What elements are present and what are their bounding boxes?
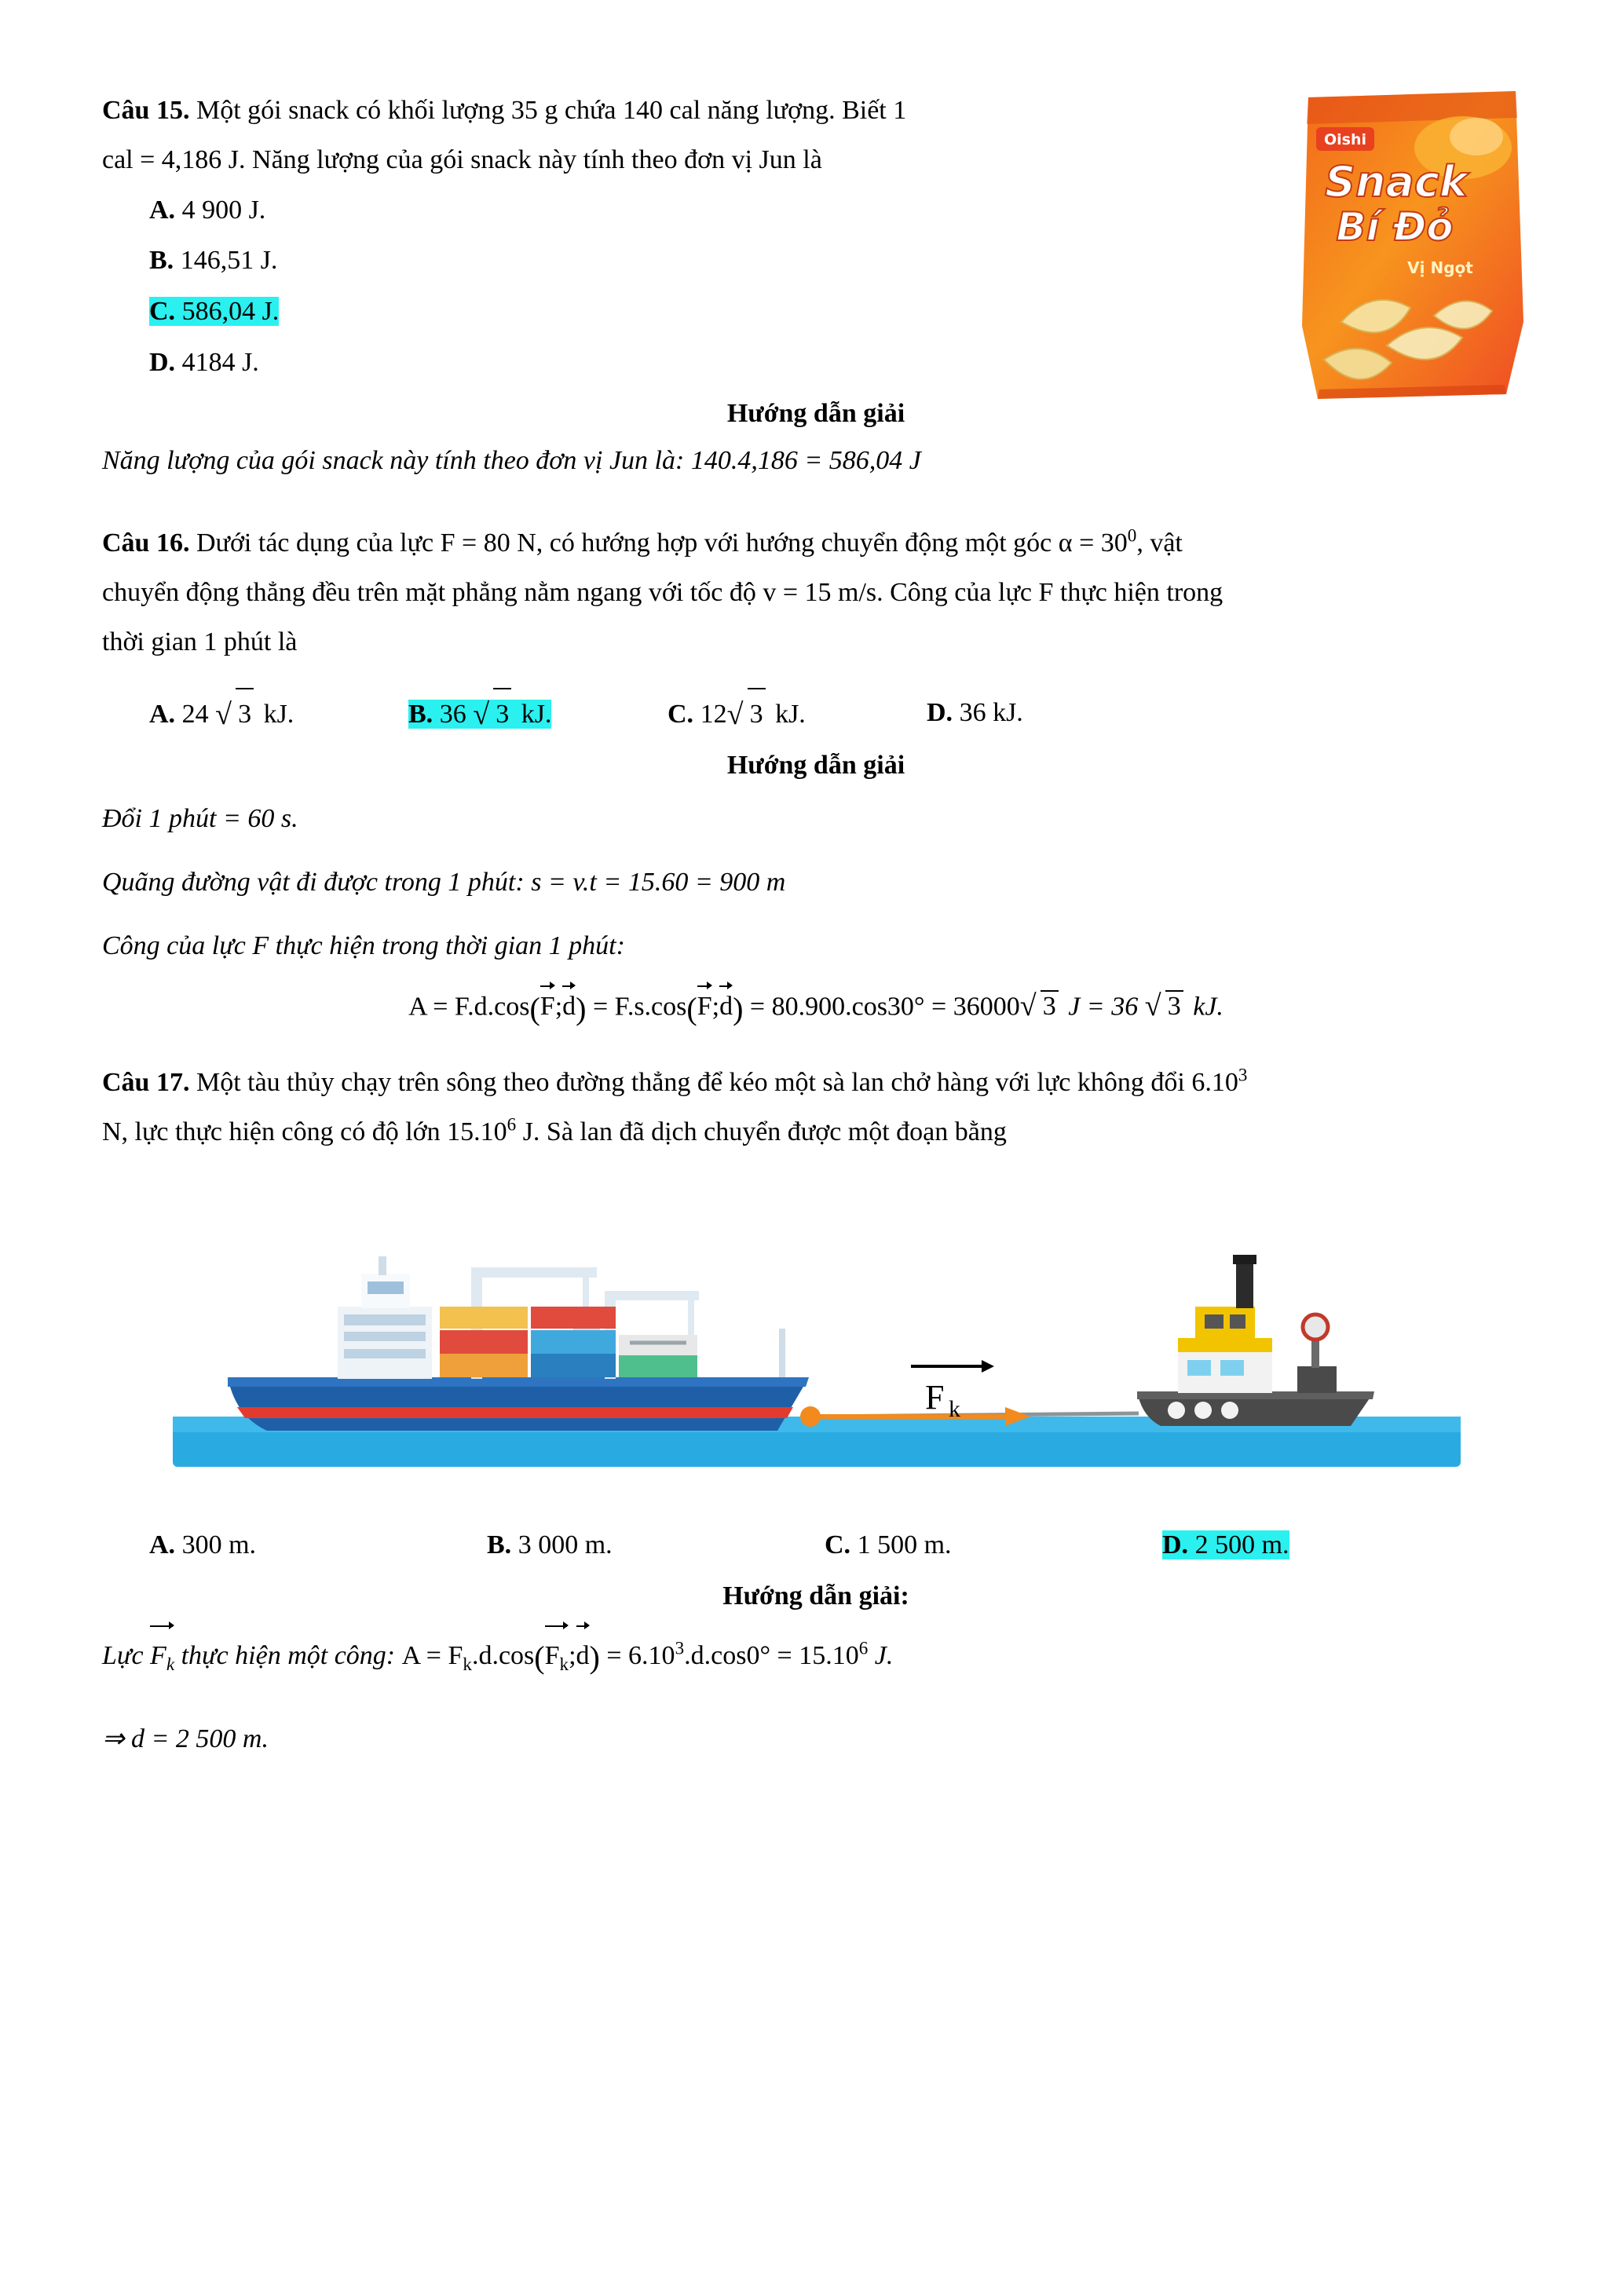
svg-text:Vị Ngọt: Vị Ngọt [1407,258,1473,277]
svg-text:Oishi: Oishi [1323,131,1367,148]
question-16-option-a[interactable]: A. 24 √ 3 kJ. [149,688,408,740]
svg-text:Snack: Snack [1325,157,1468,207]
question-17-guide-heading: Hướng dẫn giải: [722,1581,909,1611]
right-paren: ) [733,990,744,1026]
ship-towing-barge-illustration [102,1181,1530,1511]
sqrt-icon: √ 3 [1020,990,1062,1022]
question-16-solution-line-1: Đổi 1 phút = 60 s. [102,804,298,834]
question-16-stem-line2: chuyển động thẳng đều trên mặt phẳng nằm ngang với tốc độ v = 15 m/s. Công của lực F thực hiện trong [102,577,1223,607]
vector-d: d [719,992,733,1022]
question-15-option-b[interactable]: B. 146,51 J. [149,246,278,276]
question-15-stem-part1: Một gói snack có khối lượng 35 g chứa 140 cal năng lượng. Biết 1 [189,96,907,125]
question-16-block [102,519,1530,1027]
question-16-stem-line3: thời gian 1 phút là [102,627,298,656]
snack-package-image [1294,86,1530,400]
question-15-option-a[interactable]: A. 4 900 J. [149,195,266,225]
question-17-result: ⇒ d = 2 500 m. [102,1724,269,1754]
question-16-option-d[interactable]: D. 36 kJ. [927,697,1023,727]
question-17-block [102,1058,1530,1764]
question-16-label: Câu 16. [102,528,190,558]
svg-text:F: F [925,1377,945,1417]
question-16-options [102,688,1530,740]
question-17-option-c[interactable]: C. 1 500 m. [825,1530,952,1559]
svg-text:Bí Đỏ: Bí Đỏ [1336,204,1454,250]
svg-text:k: k [949,1395,960,1422]
sqrt-icon: √ 3 [1145,990,1187,1022]
question-15-solution: Năng lượng của gói snack này tính theo đơn vị Jun là: 140.4,186 = 586,04 J [102,446,921,476]
vector-d: d [562,992,576,1022]
question-17-solution: Lực $F_k$ thực hiện một công: $A = F_k.d.\cos(F_k;d) = 6.10^3.d.\cos 0^\circ = 15.10^6$ J. [102,1629,1530,1687]
left-paren: ( [686,990,697,1026]
question-17-stem-line1: Câu 17. Một tàu thủy chạy trên sông theo đường thẳng để kéo một sà lan chở hàng với lực không đổi 6.10$^3$ [102,1065,1248,1097]
left-paren: ( [529,990,540,1026]
question-16-option-c[interactable]: C. 12 √ 3 kJ. [668,688,927,740]
sqrt-icon: √ 3 [727,688,769,740]
question-16-solution-line-2: Quãng đường vật đi được trong 1 phút: s = v.t = 15.60 = 900 m [102,868,786,898]
question-17-option-b[interactable]: B. 3 000 m. [487,1530,613,1559]
vector-F: F [697,992,712,1022]
question-17-options [102,1520,1530,1571]
vector-F: F [540,992,555,1022]
left-paren: ( [534,1640,545,1676]
question-15-label: Câu 15. [102,96,190,125]
question-15-stem-line2: cal = 4,186 J. Năng lượng của gói snack này tính theo đơn vị Jun là [102,144,822,174]
right-paren: ) [589,1640,600,1676]
question-16-guide-heading: Hướng dẫn giải [726,751,905,781]
right-paren: ) [576,990,587,1026]
question-15-block [102,86,1530,486]
question-15-guide-heading: Hướng dẫn giải [726,399,905,429]
question-17-stem-line2: N, lực thực hiện công có độ lớn 15.10$^6$ J. Sà lan đã dịch chuyển được một đoạn bằng [102,1114,1007,1146]
vector-d: d [576,1630,590,1681]
question-16-option-b[interactable]: B. 36 √ 3 kJ. [408,688,668,740]
question-17-option-d[interactable]: D. 2 500 m. [1162,1530,1289,1559]
vector-Fk: $F_k$ [545,1630,569,1682]
question-15-option-d[interactable]: D. 4184 J. [149,347,259,377]
question-16-solution-line-3: Công của lực F thực hiện trong thời gian 1 phút: [102,931,625,961]
question-16-stem-line1: Câu 16. Dưới tác dụng của lực F = 80 N, có hướng hợp với hướng chuyển động một góc $\alpha = 30^0$, vật [102,525,1183,558]
question-17-option-a[interactable]: A. 300 m. [149,1530,257,1559]
question-16-formula: A = F.d.cos(F;d) = F.s.cos(F;d) = 80.900.cos30° = 36000 √ 3 J = 36 √ 3 kJ. [102,990,1530,1027]
vector-Fk: $F_k$ [150,1630,174,1682]
sqrt-icon: √ 3 [215,688,257,740]
question-17-label: Câu 17. [102,1067,190,1097]
sqrt-icon: √ 3 [473,688,514,740]
question-15-option-c[interactable]: C. 586,04 J. [149,296,280,326]
